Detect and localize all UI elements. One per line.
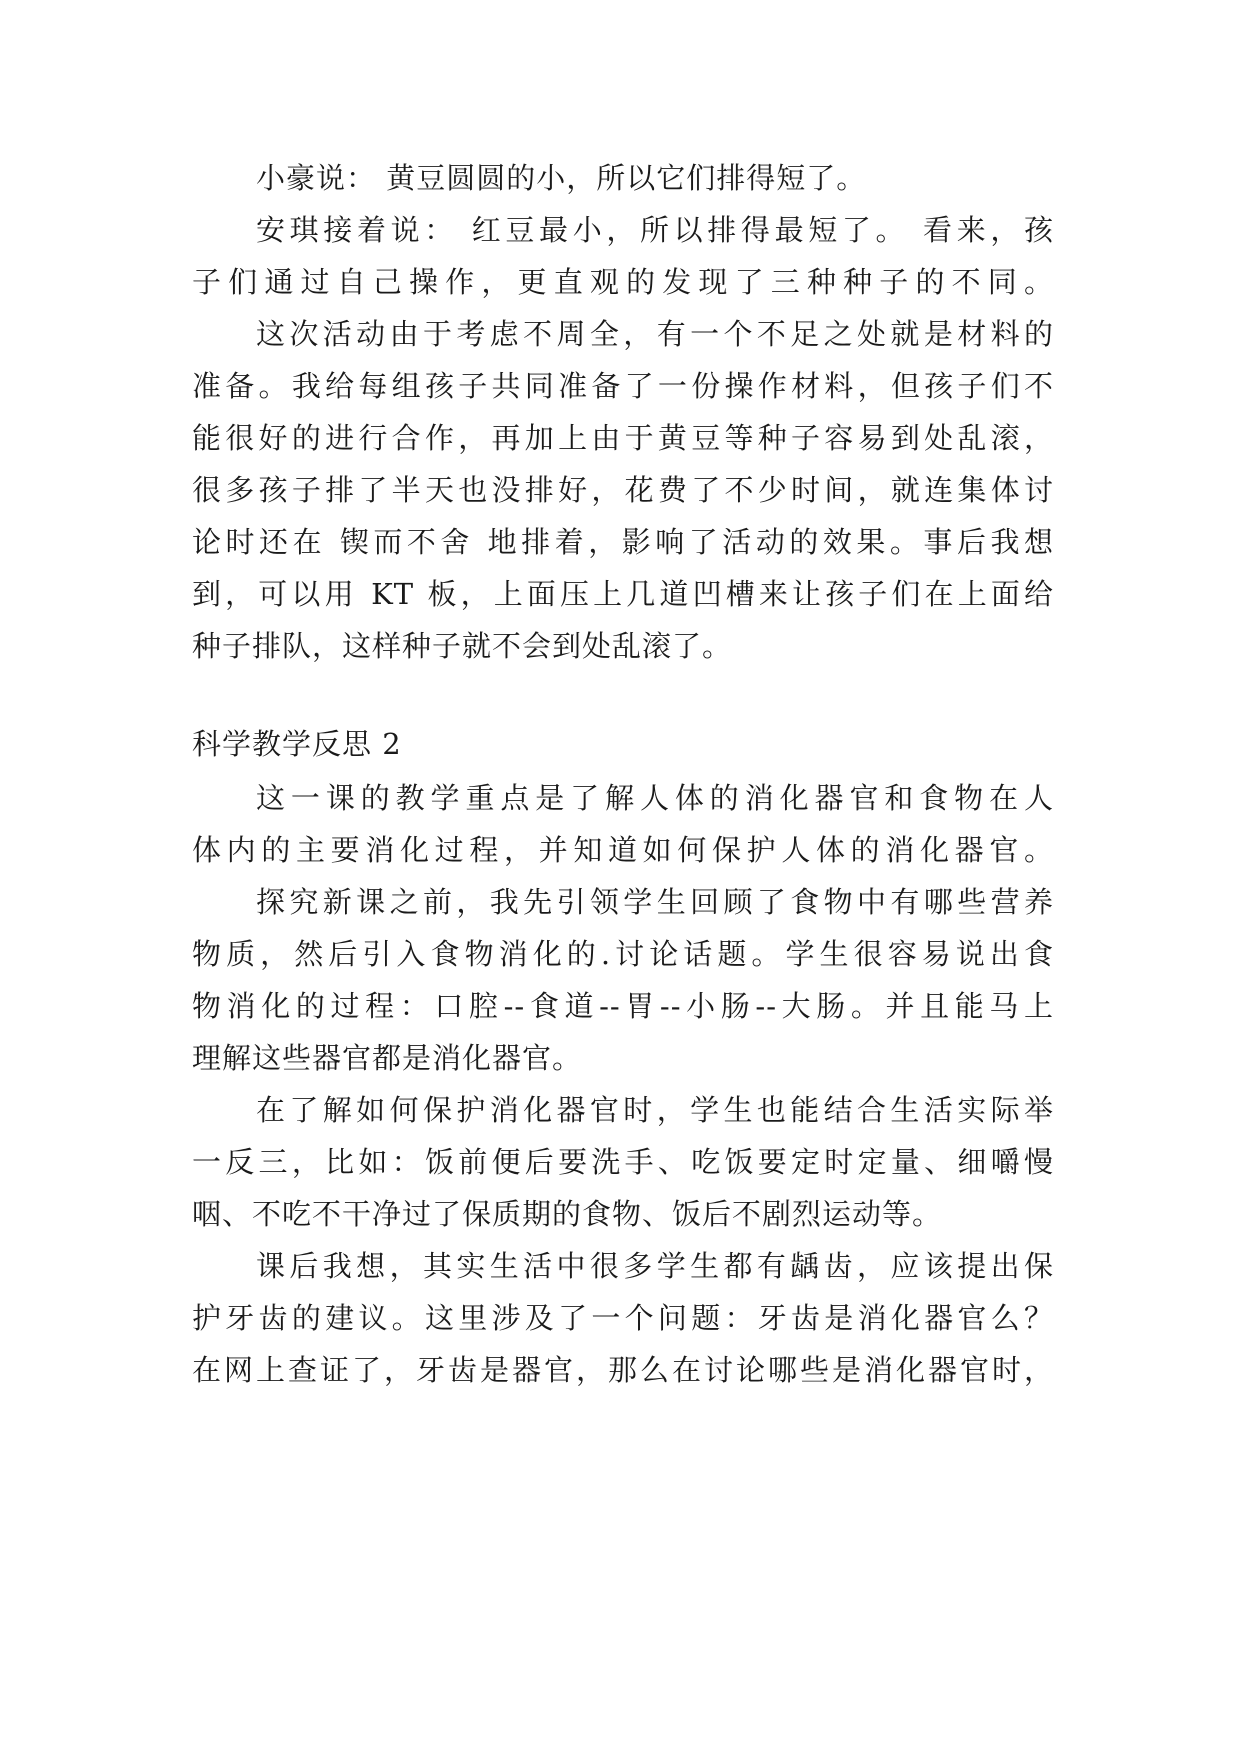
paragraph-line: 论时还在 锲而不舍 地排着，影响了活动的效果。事后我想 — [192, 525, 1054, 559]
paragraph-line: 子们通过自己操作，更直观的发现了三种种子的不同。 — [192, 265, 1054, 299]
paragraph-line: 咽、不吃不干净过了保质期的食物、饭后不剧烈运动等。 — [192, 1197, 943, 1231]
paragraph-line: 种子排队，这样种子就不会到处乱滚了。 — [192, 629, 733, 663]
paragraph-line: 安琪接着说： 红豆最小，所以排得最短了。 看来，孩 — [256, 213, 1054, 247]
section-heading: 科学教学反思 2 — [192, 727, 402, 761]
paragraph-line: 物质，然后引入食物消化的.讨论话题。学生很容易说出食 — [192, 937, 1054, 971]
paragraph-line: 在网上查证了，牙齿是器官，那么在讨论哪些是消化器官时， — [192, 1353, 1054, 1387]
paragraph-line: 能很好的进行合作，再加上由于黄豆等种子容易到处乱滚， — [192, 421, 1054, 455]
paragraph-line: 这一课的教学重点是了解人体的消化器官和食物在人 — [256, 781, 1054, 815]
paragraph-line: 很多孩子排了半天也没排好，花费了不少时间，就连集体讨 — [192, 473, 1054, 507]
paragraph-line: 一反三，比如：饭前便后要洗手、吃饭要定时定量、细嚼慢 — [192, 1145, 1054, 1179]
paragraph-line: 这次活动由于考虑不周全，有一个不足之处就是材料的 — [256, 317, 1054, 351]
paragraph-line: 在了解如何保护消化器官时，学生也能结合生活实际举 — [256, 1093, 1054, 1127]
paragraph-line: 小豪说： 黄豆圆圆的小，所以它们排得短了。 — [256, 161, 867, 195]
paragraph-line: 护牙齿的建议。这里涉及了一个问题：牙齿是消化器官么？ — [192, 1301, 1054, 1335]
paragraph-line: 准备。我给每组孩子共同准备了一份操作材料，但孩子们不 — [192, 369, 1054, 403]
paragraph-line: 到，可以用 KT 板，上面压上几道凹槽来让孩子们在上面给 — [192, 577, 1054, 611]
paragraph-line: 理解这些器官都是消化器官。 — [192, 1041, 583, 1075]
paragraph-line: 课后我想，其实生活中很多学生都有龋齿，应该提出保 — [256, 1249, 1054, 1283]
paragraph-line: 体内的主要消化过程，并知道如何保护人体的消化器官。 — [192, 833, 1054, 867]
paragraph-line: 物消化的过程：口腔--食道--胃--小肠--大肠。并且能马上 — [192, 989, 1054, 1023]
paragraph-line: 探究新课之前，我先引领学生回顾了食物中有哪些营养 — [256, 885, 1054, 919]
